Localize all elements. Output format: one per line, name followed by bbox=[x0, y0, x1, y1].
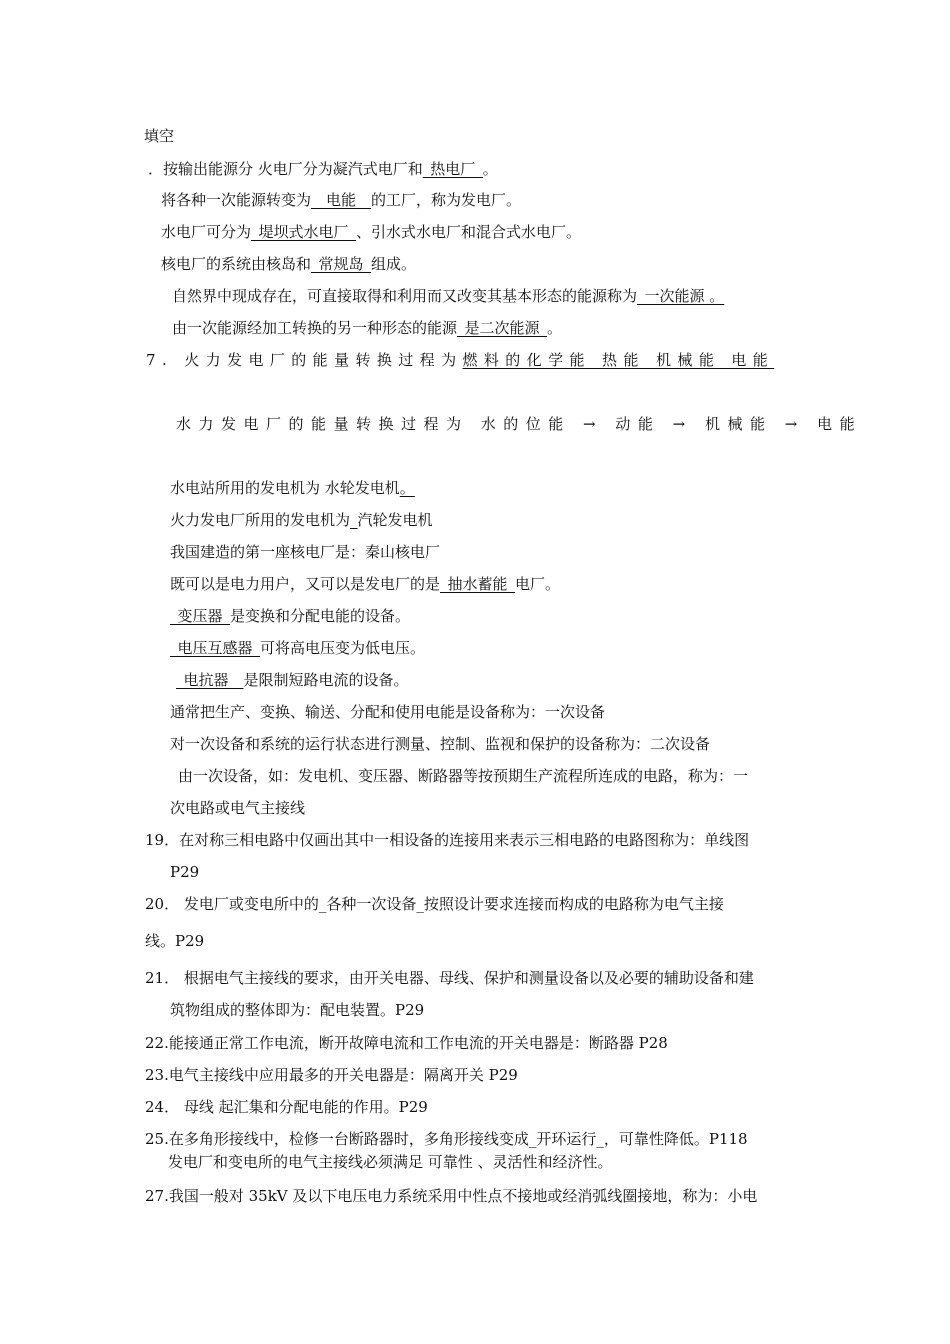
fill-item-2: 将各种一次能源转变为__电能__的工厂，称为发电厂。 bbox=[161, 191, 522, 209]
fill-item-21-cont: 筑物组成的整体即为：配电装置。P29 bbox=[170, 1001, 425, 1019]
fill-item-15: _电抗器__是限制短路电流的设备。 bbox=[176, 671, 409, 689]
fill-item-18: 由一次设备，如：发电机、变压器、断路器等按预期生产流程所连成的电路，称为：一 bbox=[178, 767, 749, 785]
answer-blank: __电能__ bbox=[311, 191, 372, 209]
fill-item-11: 我国建造的第一座核电厂是：秦山核电厂 bbox=[170, 543, 441, 561]
fill-item-6: 由一次能源经加工转换的另一种形态的能源_是二次能源_。 bbox=[172, 319, 563, 337]
fill-item-16: 通常把生产、变换、输送、分配和使用电能是设备称为：一次设备 bbox=[170, 703, 606, 721]
answer-blank: 燃料的化学能 热能 机械能 电能 bbox=[462, 351, 775, 369]
section-heading: 填空 bbox=[144, 127, 175, 145]
fill-item-5: 自然界中现成存在，可直接取得和利用而又改变其基本形态的能源称为_一次能源 。 bbox=[172, 287, 725, 305]
fill-item-24: 24． 母线 起汇集和分配电能的作用。P29 bbox=[145, 1098, 428, 1116]
answer-blank: _抽水蓄能_ bbox=[440, 575, 516, 593]
fill-item-17: 对一次设备和系统的运行状态进行测量、控制、监视和保护的设备称为：二次设备 bbox=[170, 735, 711, 753]
fill-item-19: 19．在对称三相电路中仅画出其中一相设备的连接用来表示三相电路的电路图称为：单线图 bbox=[145, 831, 750, 849]
fill-item-10: 火力发电厂所用的发电机为_汽轮发电机 bbox=[170, 511, 433, 529]
fill-item-21: 21． 根据电气主接线的要求，由开关电器、母线、保护和测量设备以及必要的辅助设备和建 bbox=[145, 969, 754, 987]
answer-blank: _变压器_ bbox=[170, 607, 231, 625]
fill-item-4: 核电厂的系统由核岛和_常规岛_组成。 bbox=[161, 255, 417, 273]
fill-item-20-cont: 线。P29 bbox=[145, 932, 205, 950]
answer-blank: _常规岛_ bbox=[311, 255, 372, 273]
fill-item-14: _电压互感器_可将高电压变为低电压。 bbox=[170, 639, 426, 657]
fill-item-18-cont: 次电路或电气主接线 bbox=[170, 799, 306, 817]
answer-blank: _电抗器__ bbox=[176, 671, 244, 689]
answer-blank: _热电厂_ bbox=[422, 160, 483, 178]
fill-item-27: 27.我国一般对 35kV 及以下电压电力系统采用中性点不接地或经消弧线圈接地，称为：小电 bbox=[145, 1187, 758, 1205]
fill-item-25: 25.在多角形接线中，检修一台断路器时，多角形接线变成_开环运行_，可靠性降低。P118 bbox=[145, 1130, 748, 1148]
fill-item-23: 23.电气主接线中应用最多的开关电器是：隔离开关 P29 bbox=[145, 1066, 518, 1084]
fill-item-8: 水力发电厂的能量转换过程为 水的位能 → 动能 → 机械能 → 电能 bbox=[176, 415, 863, 433]
answer-blank: _是二次能源_ bbox=[457, 319, 548, 337]
fill-item-13: _变压器_是变换和分配电能的设备。 bbox=[170, 607, 411, 625]
answer-blank: _电压互感器_ bbox=[170, 639, 261, 657]
fill-item-7: 7. 火力发电厂的能量转换过程为燃料的化学能 热能 机械能 电能 bbox=[146, 351, 775, 369]
fill-item-22: 22.能接通正常工作电流，断开故障电流和工作电流的开关电器是：断路器 P28 bbox=[145, 1034, 668, 1052]
answer-blank: _一次能源 。 bbox=[637, 287, 725, 305]
fill-item-26: 发电厂和变电所的电气主接线必须满足 可靠性 、灵活性和经济性。 bbox=[168, 1153, 613, 1171]
fill-item-3: 水电厂可分为_堤坝式水电厂_、引水式水电厂和混合式水电厂。 bbox=[161, 223, 582, 241]
fill-item-20: 20． 发电厂或变电所中的_各种一次设备_按照设计要求连接而构成的电路称为电气主接 bbox=[145, 895, 724, 913]
fill-item-1: ．按输出能源分 火电厂分为凝汽式电厂和_热电厂_。 bbox=[148, 160, 498, 178]
fill-item-12: 既可以是电力用户，又可以是发电厂的是_抽水蓄能_电厂。 bbox=[170, 575, 561, 593]
answer-blank: _堤坝式水电厂_ bbox=[251, 223, 357, 241]
fill-item-9: 水电站所用的发电机为 水轮发电机。 bbox=[170, 479, 415, 497]
fill-item-19-cont: P29 bbox=[170, 863, 200, 881]
